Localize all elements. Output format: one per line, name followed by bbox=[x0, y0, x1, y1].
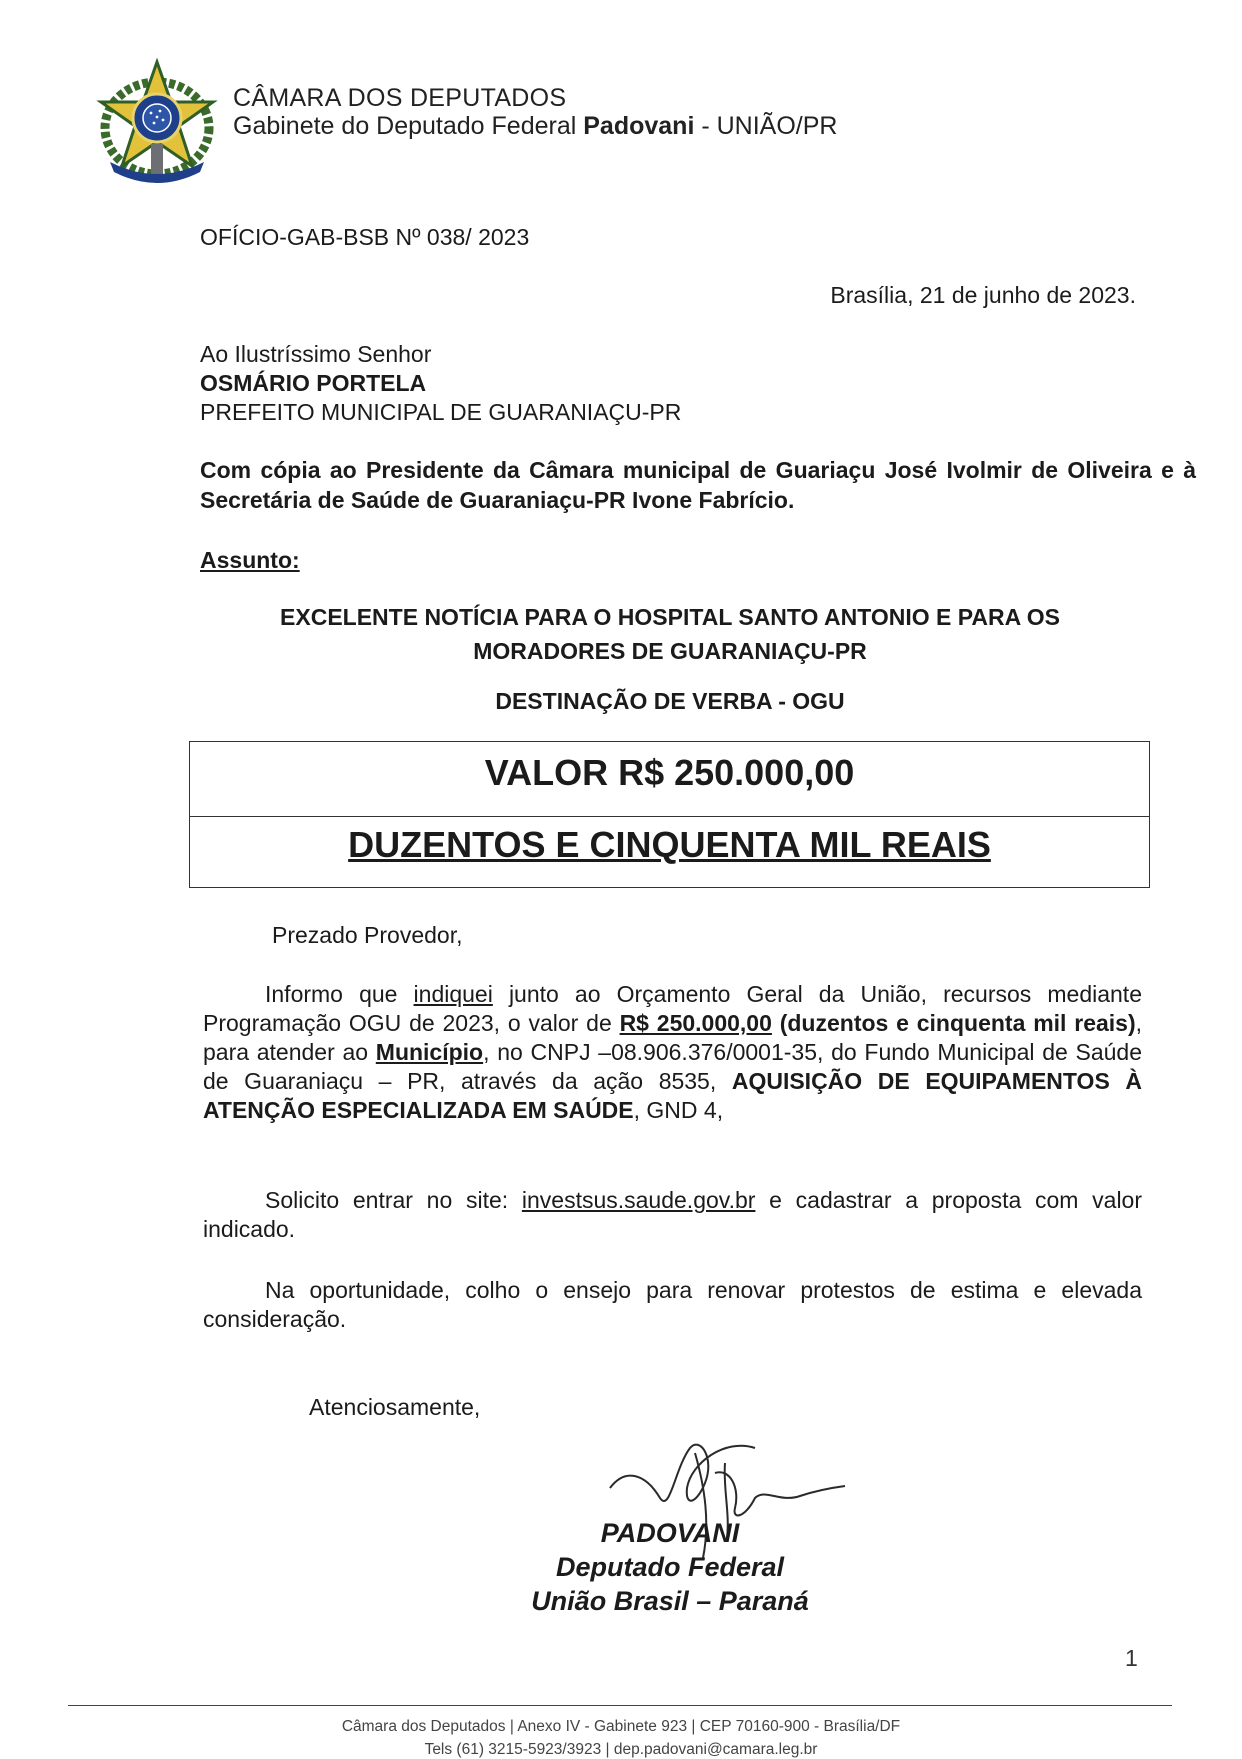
amount-value: VALOR R$ 250.000,00 bbox=[484, 752, 855, 793]
signer-name: PADOVANI bbox=[600, 1518, 740, 1548]
addressee-title: PREFEITO MUNICIPAL DE GUARANIAÇU-PR bbox=[200, 399, 682, 425]
page-number: 1 bbox=[1125, 1645, 1138, 1671]
institution-name: CÂMARA DOS DEPUTADOS bbox=[233, 84, 567, 112]
subject-label: Assunto: bbox=[200, 547, 300, 573]
paragraph-1: Informo que indiquei junto ao Orçamento Geral da União, recursos mediante Programação OGU de 2023, o valor de R$ 250.000,00 (duzentos e cinquenta mil reais), para atender ao Município, no CNPJ –08.906.376/0001-35, do Fundo Municipal de Saúde de Guaraniaçu – PR, através da ação 8535, AQUISIÇÃO DE EQUIPAMENTOS À ATENÇÃO ESPECIALIZADA EM SAÚDE, GND 4, bbox=[203, 981, 1143, 1123]
amount-box-divider bbox=[190, 816, 1149, 817]
date-line: Brasília, 21 de junho de 2023. bbox=[830, 282, 1136, 308]
subject-line-2: MORADORES DE GUARANIAÇU-PR bbox=[473, 638, 867, 664]
greeting: Prezado Provedor, bbox=[272, 922, 463, 948]
addressee-block bbox=[200, 340, 681, 427]
signer-party: União Brasil – Paraná bbox=[531, 1586, 809, 1616]
signer-role: Deputado Federal bbox=[555, 1552, 785, 1582]
footer-address: Câmara dos Deputados | Anexo IV - Gabinete 923 | CEP 70160-900 - Brasília/DF bbox=[341, 1718, 901, 1735]
paragraph-3: Na oportunidade, colho o ensejo para renovar protestos de estima e elevada consideração. bbox=[203, 1277, 1142, 1332]
destination-line: DESTINAÇÃO DE VERBA - OGU bbox=[495, 688, 845, 714]
office-name: Gabinete do Deputado Federal Padovani - UNIÃO/PR bbox=[233, 112, 838, 140]
footer-contact: Tels (61) 3215-5923/3923 | dep.padovani@camara.leg.br bbox=[424, 1741, 818, 1758]
document-reference: OFÍCIO-GAB-BSB Nº 038/ 2023 bbox=[200, 224, 530, 250]
addressee-name: OSMÁRIO PORTELA bbox=[200, 370, 427, 396]
signature-block bbox=[480, 1516, 860, 1618]
paragraph-2: Solicito entrar no site: investsus.saude.gov.br e cadastrar a proposta com valor indicado. bbox=[203, 1187, 1142, 1242]
amount-box bbox=[189, 741, 1150, 888]
amount-words: DUZENTOS E CINQUENTA MIL REAIS bbox=[348, 824, 991, 865]
coat-of-arms-icon bbox=[96, 58, 218, 186]
subject-line-1: EXCELENTE NOTÍCIA PARA O HOSPITAL SANTO ANTONIO E PARA OS bbox=[280, 604, 1060, 630]
subject-text bbox=[200, 600, 1140, 668]
site-link[interactable]: investsus.saude.gov.br bbox=[521, 1187, 756, 1213]
footer-divider bbox=[68, 1705, 1172, 1706]
addressee-salutation: Ao Ilustríssimo Senhor bbox=[200, 341, 432, 367]
closing: Atenciosamente, bbox=[309, 1394, 481, 1420]
copy-note: Com cópia ao Presidente da Câmara municipal de Guariaçu José Ivolmir de Oliveira e à Secretária de Saúde de Guaraniaçu-PR Ivone Fabrício. bbox=[200, 457, 1196, 513]
